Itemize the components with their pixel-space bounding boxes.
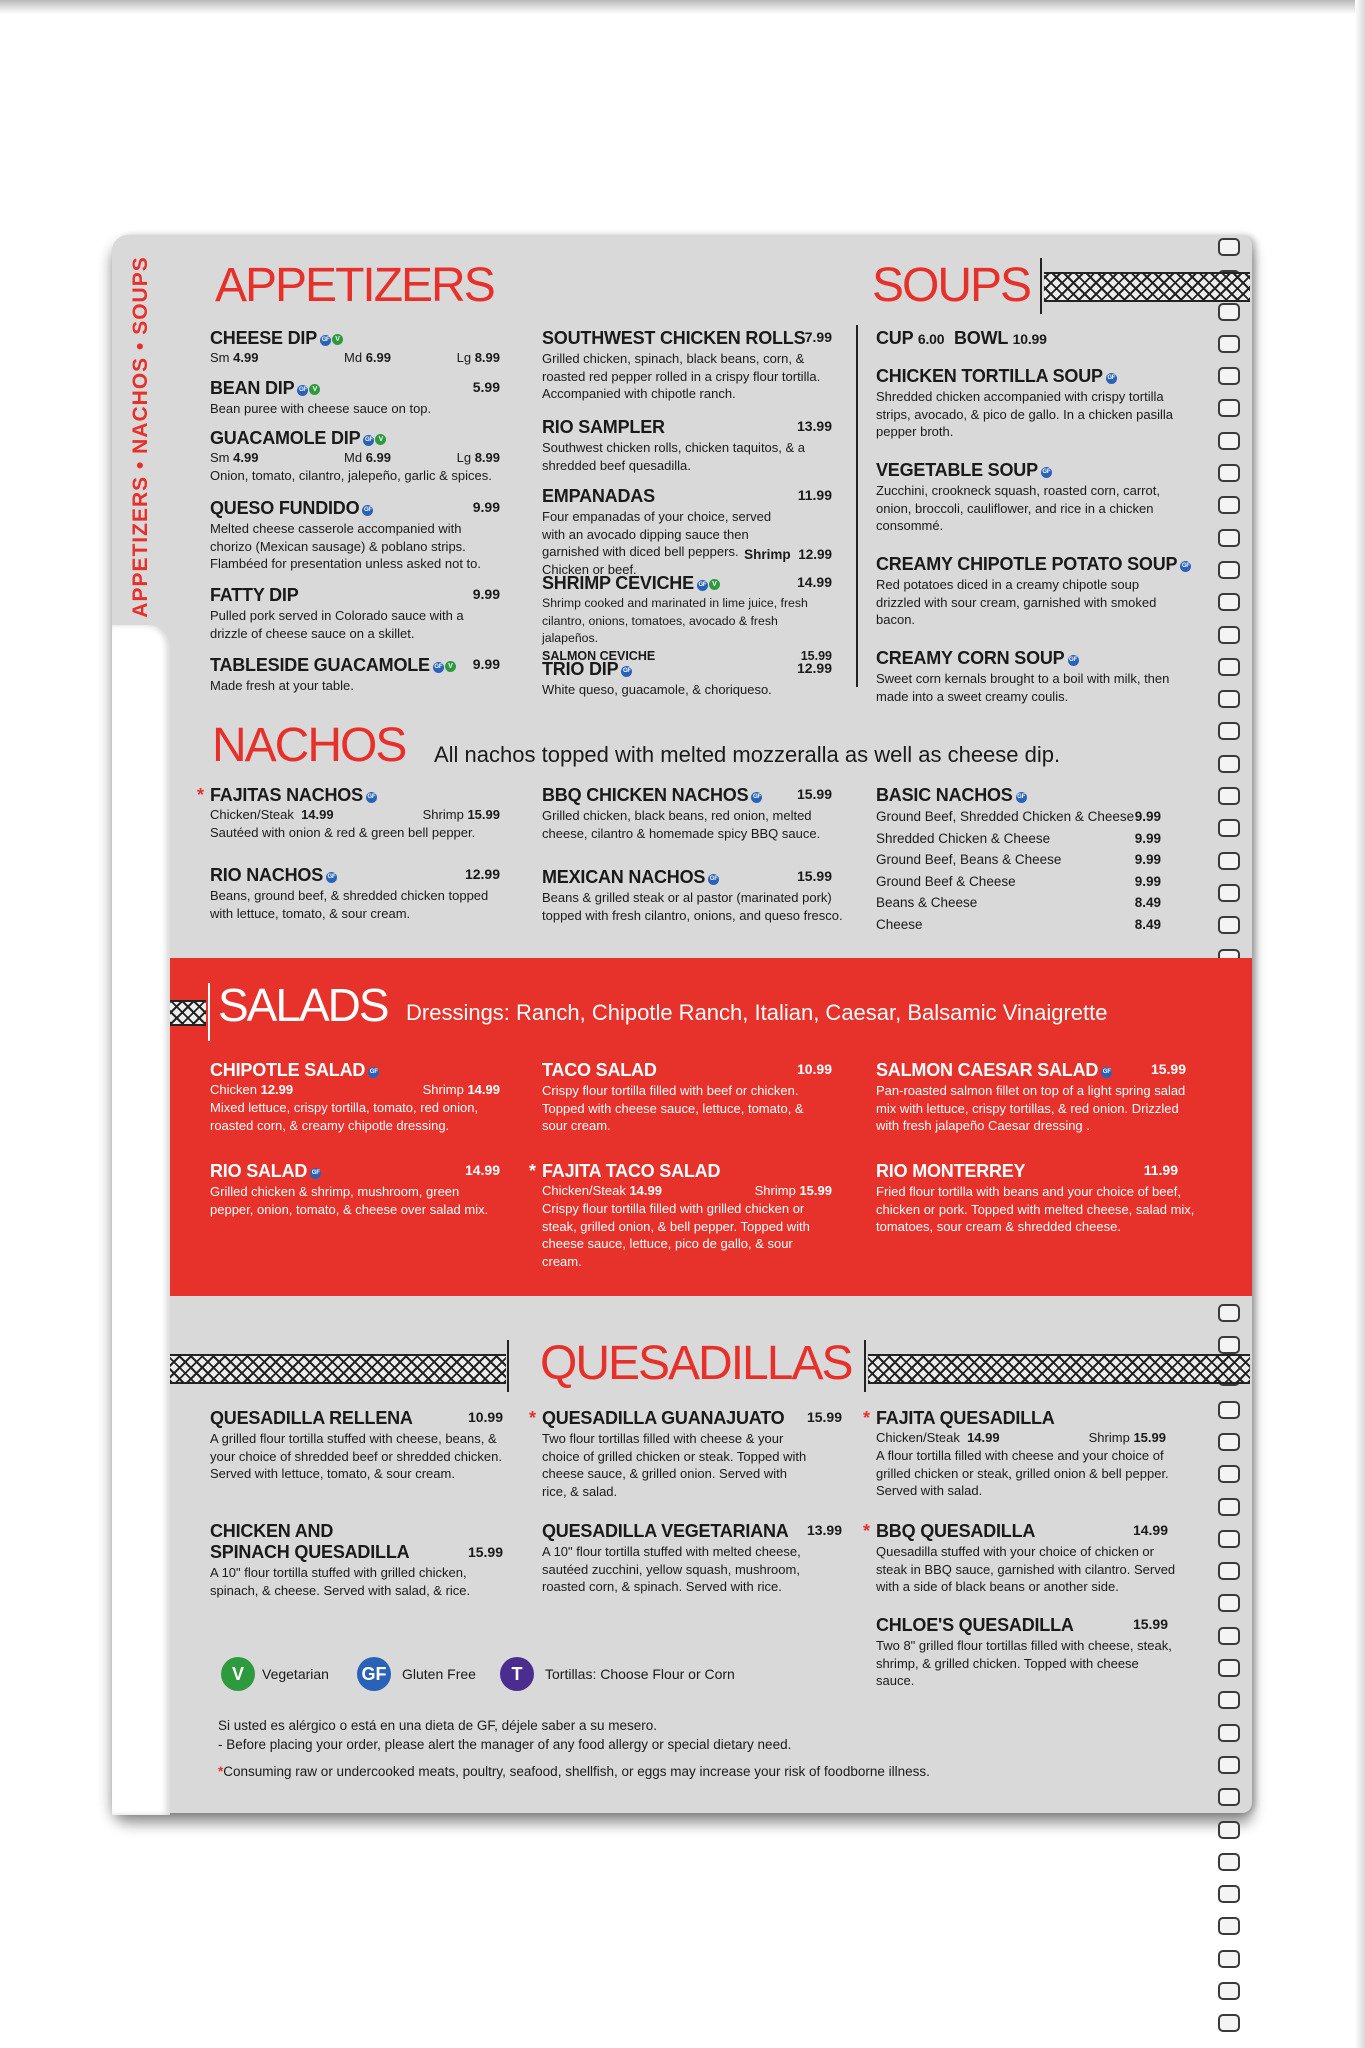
vegetarian-legend-icon: V [221, 1657, 255, 1691]
side-shadow [1355, 0, 1365, 2048]
nachos-item-rio: RIO NACHOS GF 12.99 Beans, ground beef, & shredded chicken topped with lettuce, tomato, & sour cream. [210, 865, 500, 921]
spiral-ring [1218, 1433, 1240, 1451]
gluten-free-icon: GF [751, 792, 762, 803]
gluten-free-icon: GF [621, 666, 632, 677]
item-name: CHEESE DIP [210, 328, 318, 348]
menu-item-empanadas: EMPANADAS 11.99 Four empanadas of your choice, served with an avocado dipping sauce then garnished with diced bell peppers. Chicken or beef. Shrimp 12.99 [542, 486, 832, 577]
gluten-free-icon: GF [326, 872, 337, 883]
basic-nachos-option: Cheese 8.49 [876, 916, 1161, 932]
spiral-ring [1218, 626, 1240, 644]
spiral-ring [1218, 1756, 1240, 1774]
menu-item-rio-sampler: RIO SAMPLER 13.99 Southwest chicken rolls, chicken taquitos, & a shredded beef quesadilla. [542, 417, 832, 473]
nachos-title: NACHOS [212, 719, 406, 772]
spiral-ring [1218, 1950, 1240, 1968]
spiral-ring [1218, 1724, 1240, 1742]
spiral-ring [1218, 367, 1240, 385]
section-tab [112, 245, 170, 630]
gluten-free-icon: GF [297, 385, 308, 396]
basic-nachos-option: Shredded Chicken & Cheese 9.99 [876, 830, 1161, 846]
salad-item-fajita-taco: * FAJITA TACO SALAD Chicken/Steak 14.99 Shrimp 15.99 Crispy flour tortilla filled with grilled chicken or steak, grilled onion, & bell pepper. Topped with cheese sauce, lettuce, pico de gallo, & sour cream. [529, 1161, 832, 1269]
spiral-ring [1218, 690, 1240, 708]
spiral-ring [1218, 1304, 1240, 1322]
spiral-ring [1218, 303, 1240, 321]
raw-warning-icon: * [197, 785, 205, 805]
spiral-ring [1218, 1982, 1240, 2000]
soup-item-vegetable: VEGETABLE SOUP GF Zucchini, crookneck squash, roasted corn, carrot, onion, broccoli, cauliflower, and rice in a chicken consommé. [876, 460, 1160, 533]
appetizers-title: APPETIZERS [215, 259, 494, 312]
spiral-ring [1218, 399, 1240, 417]
item-description: Bean puree with cheese sauce on top. [210, 401, 432, 416]
spiral-ring [1218, 335, 1240, 353]
gluten-free-icon: GF [708, 874, 719, 885]
salad-item-rio-monterrey: RIO MONTERREY 11.99 Fried flour tortilla with beans and your choice of beef, chicken or pork. Topped with melted cheese, salad mix, tomatoes, sour cream & shredded cheese. [876, 1161, 1195, 1234]
spiral-ring [1218, 593, 1240, 611]
quesadilla-item-guanajuato: * QUESADILLA GUANAJUATO 15.99 Two flour tortillas filled with cheese & your choice of grilled chicken or steak. Topped with cheese sauce, & grilled onion. Served with rice, & salad. [529, 1408, 842, 1499]
soup-item-creamy-corn: CREAMY CORN SOUP GF Sweet corn kernals brought to a boil with milk, then made into a sweet creamy coulis. [876, 648, 1170, 704]
vegetarian-icon: V [445, 661, 456, 672]
menu-item-fatty-dip: FATTY DIP 9.99 Pulled pork served in Colorado sauce with a drizzle of cheese sauce on a skillet. [210, 585, 500, 641]
spiral-ring [1218, 787, 1240, 805]
gluten-free-icon: GF [362, 505, 373, 516]
quesadillas-title: QUESADILLAS [540, 1337, 852, 1390]
item-price: 5.99 [472, 379, 500, 395]
menu-item-shrimp-ceviche: SHRIMP CEVICHE GF V 14.99 Shrimp cooked and marinated in lime juice, fresh cilantro, onions, tomatoes, avocado & fresh jalapeños. SALMON CEVICHE 15.99 [542, 573, 832, 663]
gluten-free-legend-icon: GF [357, 1657, 391, 1691]
spiral-ring [1218, 852, 1240, 870]
vegetarian-icon: V [375, 434, 386, 445]
spiral-ring [1218, 464, 1240, 482]
spiral-ring [1218, 1821, 1240, 1839]
spiral-ring [1218, 2014, 1240, 2032]
spiral-ring [1218, 238, 1240, 256]
spiral-ring [1218, 1401, 1240, 1419]
spiral-ring [1218, 1788, 1240, 1806]
spiral-ring [1218, 432, 1240, 450]
spiral-ring [1218, 1465, 1240, 1483]
gluten-free-icon: GF [1101, 1067, 1112, 1078]
spiral-ring [1218, 658, 1240, 676]
spiral-ring [1218, 819, 1240, 837]
divider-line [507, 1340, 509, 1392]
soup-item-chicken-tortilla: CHICKEN TORTILLA SOUP GF Shredded chicken accompanied with crispy tortilla strips, avocado, & pico de gallo. In a chicken pasilla pepper broth. [876, 366, 1174, 439]
spiral-ring [1218, 1917, 1240, 1935]
spiral-ring [1218, 1691, 1240, 1709]
spiral-ring [1218, 1627, 1240, 1645]
spiral-ring [1218, 529, 1240, 547]
spiral-ring [1218, 1562, 1240, 1580]
menu-item-trio-dip: TRIO DIP GF 12.99 White queso, guacamole, & choriqueso. [542, 659, 832, 697]
spiral-ring [1218, 1885, 1240, 1903]
salad-item-salmon-caesar: SALMON CAESAR SALAD GF 15.99 Pan-roasted salmon fillet on top of a light spring salad mix with lettuce, crispy tortillas, & red onion. Drizzled with fresh jalapeño Caesar dressing . [876, 1060, 1186, 1133]
page-tab-cut [112, 625, 170, 1815]
raw-warning-icon: * [863, 1408, 871, 1428]
spiral-ring [1218, 916, 1240, 934]
nachos-item-bbq-chicken: BBQ CHICKEN NACHOS GF 15.99 Grilled chicken, black beans, red onion, melted cheese, cilantro & homemade spicy BBQ sauce. [542, 785, 832, 841]
gluten-free-icon: GF [366, 792, 377, 803]
soups-title: SOUPS [872, 259, 1031, 312]
nachos-item-basic: BASIC NACHOS GF Ground Beef, Shredded Chicken & Cheese 9.99 Shredded Chicken & Cheese 9.99 Ground Beef, Beans & Cheese 9.99 Ground Beef & Cheese 9.99 Beans & Cheese 8.49 Cheese 8.49 [876, 785, 1161, 935]
raw-warning-icon: * [529, 1161, 537, 1181]
menu-item-cheese-dip: CHEESE DIP GF V Sm 4.99 Md 6.99 Lg 8.99 [210, 328, 500, 365]
menu-item-tableside-guacamole: TABLESIDE GUACAMOLE GF V 9.99 Made fresh at your table. [210, 655, 500, 693]
quesadilla-item-chloes: CHLOE'S QUESADILLA 15.99 Two 8" grilled flour tortillas filled with cheese, steak, shrimp, & grilled chicken. Topped with cheese sauce. [876, 1615, 1172, 1688]
gluten-free-icon: GF [1180, 561, 1191, 572]
quesadilla-item-bbq: * BBQ QUESADILLA 14.99 Quesadilla stuffed with your choice of chicken or steak in BBQ sauce, garnished with cilantro. Served with a side of black beans or another side. [863, 1521, 1176, 1594]
menu-item-southwest-chicken-rolls: SOUTHWEST CHICKEN ROLLS 7.99 Grilled chicken, spinach, black beans, corn, & roasted red pepper rolled in a crispy flour tortilla. Accompanied with chipotle ranch. [542, 328, 832, 401]
section-tab-label: APPETIZERS • NACHOS • SOUPS [129, 256, 152, 618]
top-shadow [0, 0, 1365, 14]
tortilla-legend-label: Tortillas: Choose Flour or Corn [545, 1666, 735, 1682]
spiral-ring [1218, 561, 1240, 579]
foodborne-warning: *Consuming raw or undercooked meats, poultry, seafood, shellfish, or eggs may increase your risk of foodborne illness. [218, 1764, 930, 1779]
basic-nachos-option: Ground Beef, Shredded Chicken & Cheese 9.99 [876, 809, 1161, 824]
gluten-free-icon: GF [1106, 373, 1117, 384]
menu-item-guacamole-dip: GUACAMOLE DIP GF V Sm 4.99 Md 6.99 Lg 8.99 Onion, tomato, cilantro, jalepeño, garlic & spices. [210, 428, 500, 483]
quesadilla-item-vegetariana: QUESADILLA VEGETARIANA 13.99 A 10" flour tortilla stuffed with melted cheese, sautéed zucchini, yellow squash, mushroom, roasted corn, & spinach. Served with rice. [542, 1521, 842, 1594]
allergy-note-english: - Before placing your order, please alert the manager of any food allergy or special dietary need. [218, 1737, 792, 1752]
spiral-ring [1218, 1659, 1240, 1677]
gluten-free-icon: GF [363, 435, 374, 446]
gluten-free-icon: GF [320, 335, 331, 346]
gluten-free-icon: GF [368, 1067, 379, 1078]
spiral-ring [1218, 1498, 1240, 1516]
divider-line [1040, 258, 1042, 314]
gluten-free-legend-label: Gluten Free [402, 1666, 476, 1682]
allergy-note-spanish: Si usted es alérgico o está en una dieta de GF, déjele saber a su mesero. [218, 1718, 658, 1733]
soup-item-creamy-chipotle-potato: CREAMY CHIPOTLE POTATO SOUP GF Red potatoes diced in a creamy chipotle soup drizzled with sour cream, garnished with smoked bacon. [876, 554, 1190, 627]
spiral-ring [1218, 1336, 1240, 1354]
gluten-free-icon: GF [1068, 655, 1079, 666]
decorative-pattern [170, 1354, 506, 1384]
divider-line [208, 983, 210, 1041]
spiral-ring [1218, 496, 1240, 514]
basic-nachos-option: Beans & Cheese 8.49 [876, 895, 1161, 910]
vegetarian-legend-label: Vegetarian [262, 1666, 329, 1682]
decorative-pattern [170, 1000, 206, 1026]
quesadilla-item-rellena: QUESADILLA RELLENA 10.99 A grilled flour tortilla stuffed with cheese, beans, & your choice of shredded beef or shredded chicken. Served with lettuce, tomato, & sour cream. [210, 1408, 503, 1481]
salad-item-rio: RIO SALAD GF 14.99 Grilled chicken & shrimp, mushroom, green pepper, onion, tomato, & cheese over salad mix. [210, 1161, 500, 1217]
menu-item-bean-dip: BEAN DIP GF V 5.99 Bean puree with cheese sauce on top. [210, 378, 500, 416]
gluten-free-icon: GF [1016, 792, 1027, 803]
spiral-ring [1218, 1853, 1240, 1871]
tortilla-legend-icon: T [500, 1657, 534, 1691]
gluten-free-icon: GF [310, 1168, 321, 1179]
divider-line [864, 1340, 866, 1392]
spiral-ring [1218, 1530, 1240, 1548]
spiral-ring [1218, 884, 1240, 902]
basic-nachos-option: Ground Beef & Cheese 9.99 [876, 873, 1161, 889]
gluten-free-icon: GF [433, 662, 444, 673]
gluten-free-icon: GF [1041, 467, 1052, 478]
divider-line [856, 325, 858, 687]
menu-item-queso-fundido: QUESO FUNDIDO GF 9.99 Melted cheese casserole accompanied with chorizo (Mexican sausage) & poblano strips. Flambéed for presentation unless asked not to. [210, 498, 500, 571]
item-description: Onion, tomato, cilantro, jalepeño, garlic & spices. [210, 468, 492, 483]
vegetarian-icon: V [709, 579, 720, 590]
salad-item-chipotle: CHIPOTLE SALAD GF Chicken 12.99 Shrimp 14.99 Mixed lettuce, crispy tortilla, tomato, red onion, roasted corn, & creamy chipotle dressing. [210, 1060, 500, 1133]
nachos-subtitle: All nachos topped with melted mozzeralla as well as cheese dip. [434, 742, 1061, 767]
soup-sizes: CUP 6.00 BOWL 10.99 [876, 328, 1047, 348]
raw-warning-icon: * [529, 1408, 537, 1428]
decorative-pattern [1044, 272, 1250, 302]
basic-nachos-option: Ground Beef, Beans & Cheese 9.99 [876, 852, 1161, 867]
spiral-ring [1218, 1594, 1240, 1612]
vegetarian-icon: V [309, 384, 320, 395]
salads-subtitle: Dressings: Ranch, Chipotle Ranch, Italian, Caesar, Balsamic Vinaigrette [406, 1000, 1108, 1025]
decorative-pattern [868, 1354, 1250, 1384]
raw-warning-icon: * [863, 1521, 871, 1541]
salads-title: SALADS [218, 979, 388, 1031]
quesadilla-item-chicken-spinach: CHICKEN AND SPINACH QUESADILLA 15.99 A 10" flour tortilla stuffed with grilled chicken, spinach, & cheese. Served with salad, & rice. [210, 1521, 503, 1598]
spiral-ring [1218, 722, 1240, 740]
nachos-item-mexican: MEXICAN NACHOS GF 15.99 Beans & grilled steak or al pastor (marinated pork) topped with fresh cilantro, onions, and queso fresco. [542, 867, 843, 923]
quesadilla-item-fajita: * FAJITA QUESADILLA Chicken/Steak 14.99 Shrimp 15.99 A flour tortilla filled with cheese and your choice of grilled chicken or steak, grilled onion & bell pepper. Served with salad. [863, 1408, 1169, 1498]
salad-item-taco: TACO SALAD 10.99 Crispy flour tortilla filled with beef or chicken. Topped with cheese sauce, lettuce, tomato, & sour cream. [542, 1060, 832, 1133]
gluten-free-icon: GF [697, 580, 708, 591]
nachos-item-fajitas: * FAJITAS NACHOS GF Chicken/Steak 14.99 Shrimp 15.99 Sautéed with onion & red & green bell pepper. [197, 785, 500, 840]
vegetarian-icon: V [332, 334, 343, 345]
spiral-ring [1218, 755, 1240, 773]
